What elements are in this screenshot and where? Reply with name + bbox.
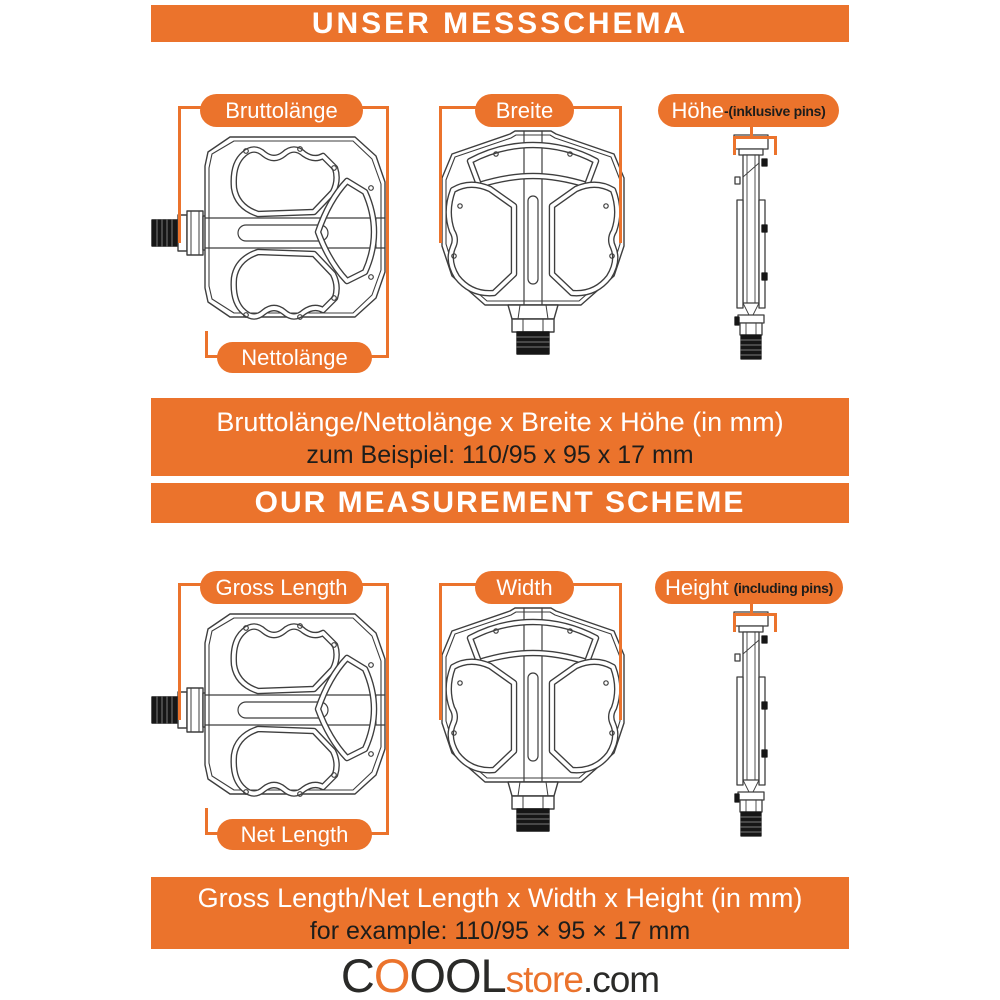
width-left-tick-de: [439, 106, 442, 243]
height-bracket-en: [733, 613, 777, 632]
net-length-left-tick-de: [205, 331, 208, 355]
banner-english-title: [151, 483, 849, 523]
german-title-text: UNSER MESSSCHEMA: [311, 6, 689, 40]
logo-letter: O: [444, 949, 481, 1000]
pedal-front-view-illustration-de: [438, 128, 628, 356]
width-right-tick-en: [619, 583, 622, 720]
net-length-label-de: Nettolänge: [241, 344, 348, 370]
logo-letter: O: [373, 949, 410, 1000]
width-pill-de: [475, 94, 574, 127]
height-note-en: (including pins): [733, 579, 833, 596]
gross-length-pill-en: [200, 571, 363, 604]
height-label-de: Höhe: [671, 97, 725, 123]
width-left-tick-en: [439, 583, 442, 720]
logo-word-store: store: [505, 959, 583, 1000]
length-right-tick-en: [386, 583, 389, 832]
formula-scheme-de: Bruttolänge/Nettolänge x Breite x Höhe (in mm): [216, 406, 784, 437]
height-label-en: Height: [664, 574, 729, 600]
length-right-tick-de: [386, 106, 389, 358]
logo-word-com: .com: [582, 959, 660, 1000]
formula-example-de: zum Beispiel: 110/95 x 95 x 17 mm: [306, 440, 694, 469]
height-note-de: -(inklusive pins): [724, 102, 826, 119]
net-length-label-en: Net Length: [240, 821, 349, 847]
logo-letter: L: [480, 949, 506, 1000]
height-pill-de: [658, 94, 839, 127]
gross-length-left-tick-de: [178, 106, 181, 243]
pedal-top-view-illustration-de: [150, 130, 395, 345]
gross-length-label-de: Bruttolänge: [225, 97, 338, 123]
formula-scheme-en: Gross Length/Net Length x Width x Height (in mm): [197, 882, 803, 913]
height-bracket-de: [733, 136, 777, 155]
net-length-pill-en: [217, 819, 372, 850]
width-label-en: Width: [496, 574, 553, 600]
english-title-text: OUR MEASUREMENT SCHEME: [254, 486, 746, 519]
banner-german-title: [151, 5, 849, 42]
formula-box-en: [151, 877, 849, 949]
logo: [0, 948, 1000, 1000]
height-pill-en: [655, 571, 843, 604]
net-length-left-tick-en: [205, 808, 208, 832]
pedal-front-view-illustration-en: [438, 605, 628, 833]
gross-length-pill-de: [200, 94, 363, 127]
gross-length-label-en: Gross Length: [215, 574, 348, 600]
pedal-top-view-illustration-en: [150, 607, 395, 822]
width-label-de: Breite: [495, 97, 554, 123]
net-length-pill-de: [217, 342, 372, 373]
gross-length-left-tick-en: [178, 583, 181, 720]
logo-letter: O: [409, 949, 445, 1000]
formula-box-de: [151, 398, 849, 476]
logo-letter: C: [340, 949, 374, 1000]
pedal-side-view-illustration-de: [729, 133, 774, 361]
width-right-tick-de: [619, 106, 622, 243]
pedal-side-view-illustration-en: [729, 610, 774, 838]
width-pill-en: [475, 571, 574, 604]
formula-example-en: for example: 110/95 × 95 × 17 mm: [309, 916, 691, 945]
